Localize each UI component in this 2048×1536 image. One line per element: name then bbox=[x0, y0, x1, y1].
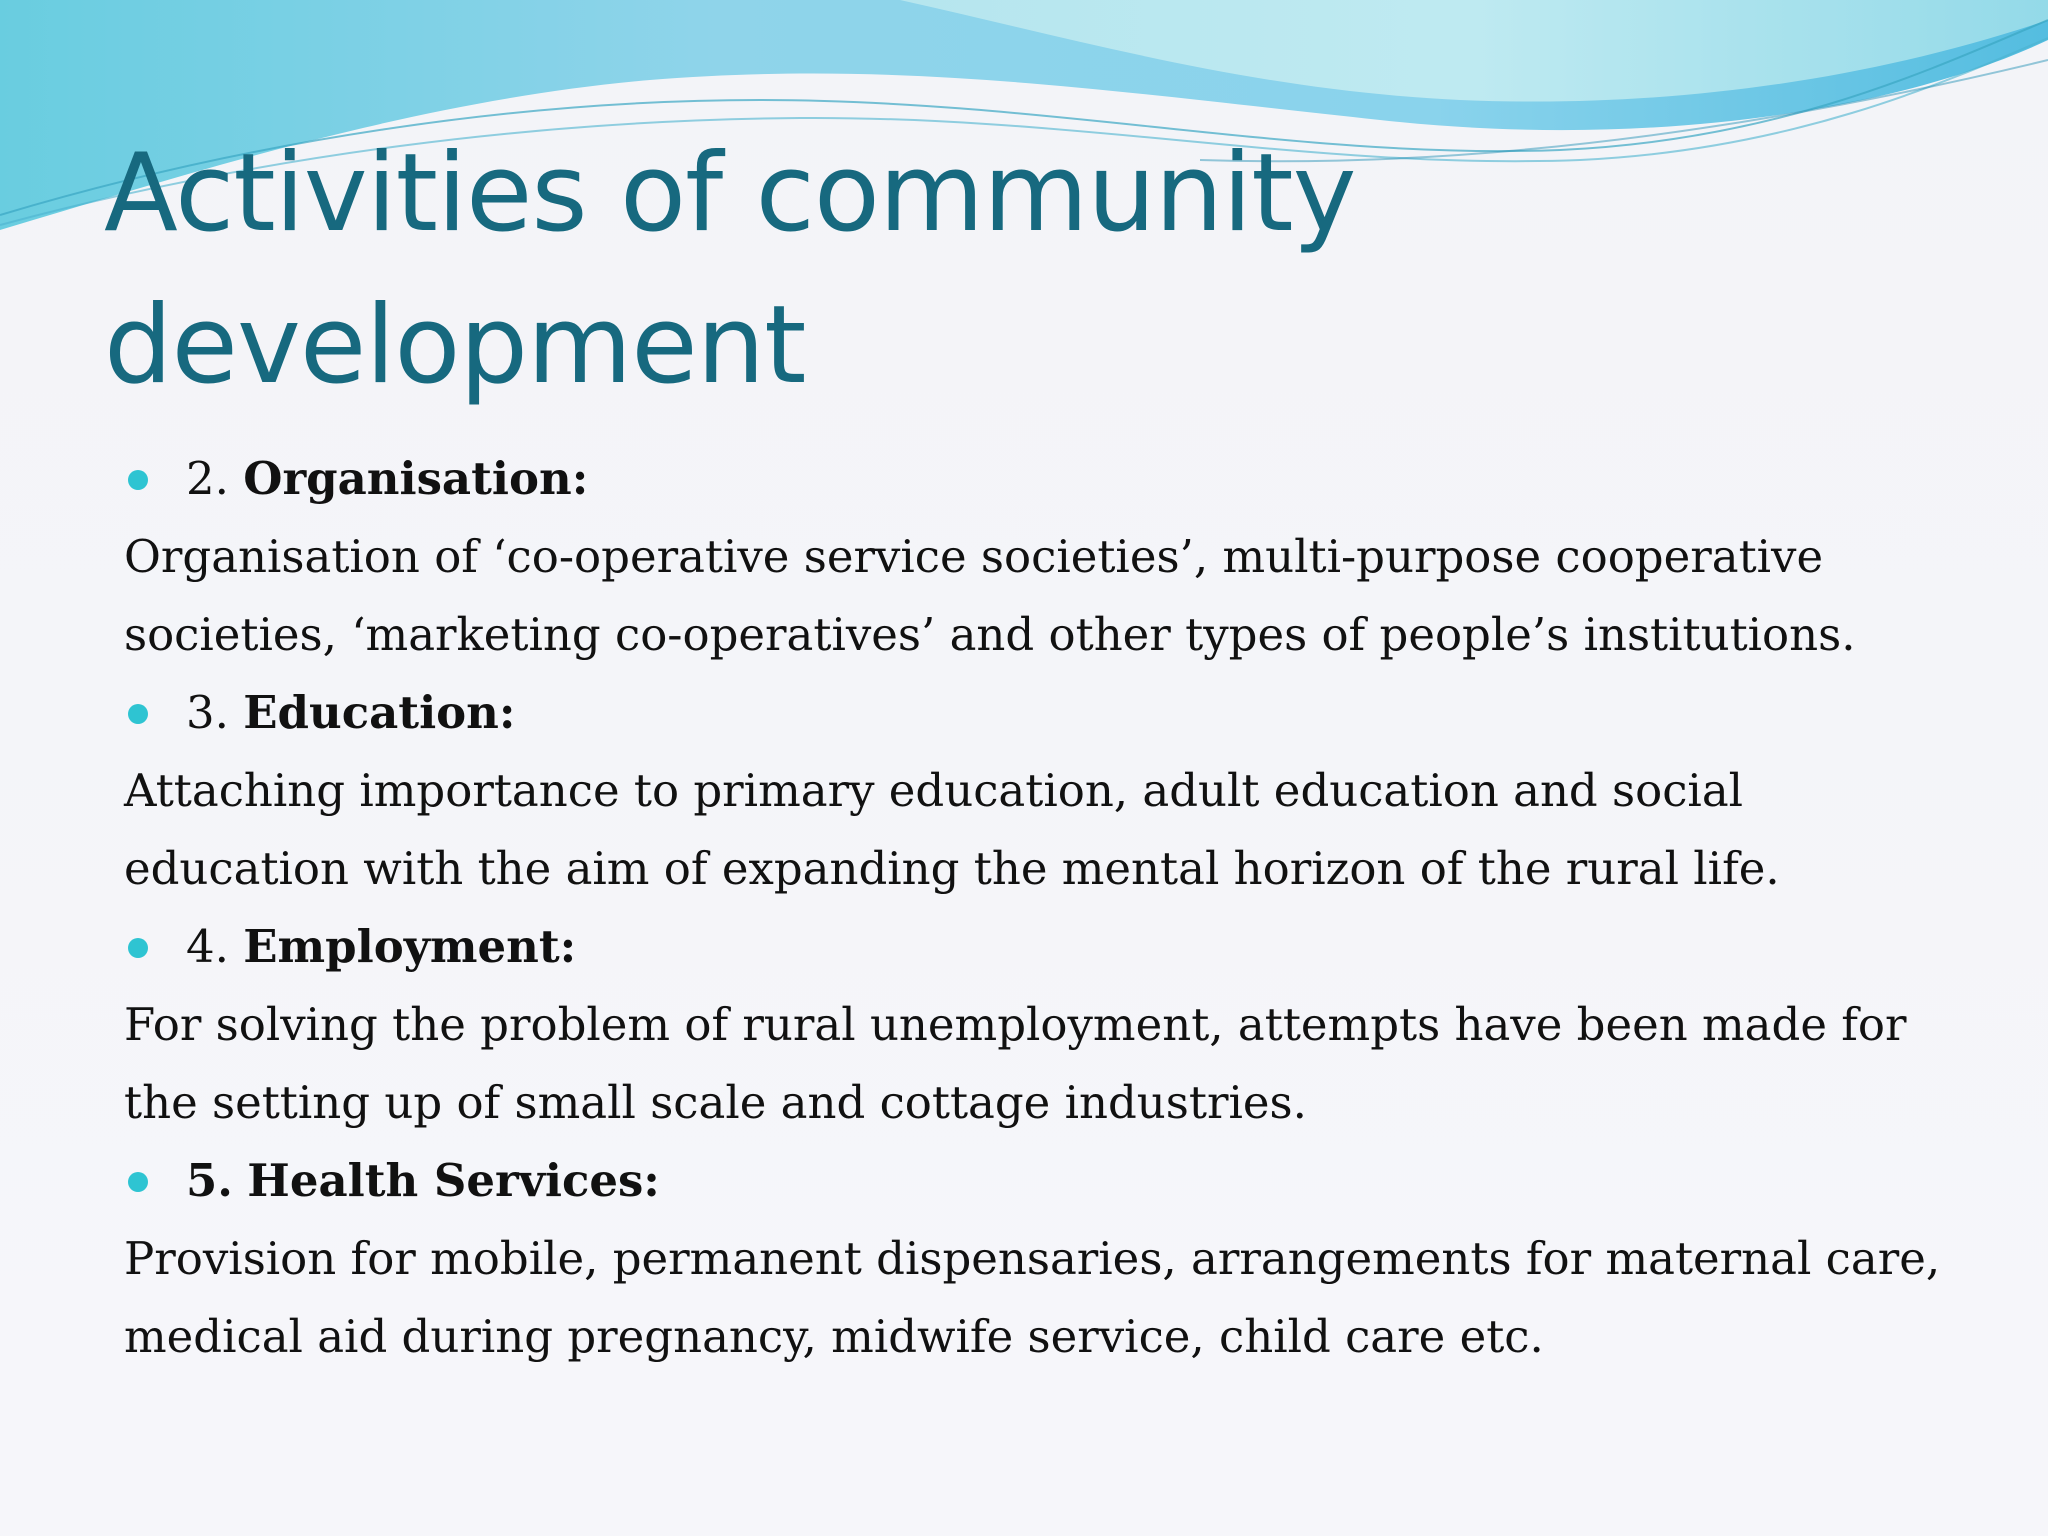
item-number: 5. bbox=[186, 1154, 233, 1207]
list-item-employment bbox=[124, 908, 1964, 1142]
item-label: Organisation: bbox=[243, 452, 589, 505]
bullet-dot-icon bbox=[128, 470, 148, 490]
slide-title: Activities of community development bbox=[104, 131, 1356, 408]
item-heading bbox=[124, 908, 1964, 986]
item-heading bbox=[124, 1142, 1964, 1220]
item-heading bbox=[124, 674, 1964, 752]
list-item-organisation bbox=[124, 440, 1964, 674]
item-label: Health Services: bbox=[247, 1154, 660, 1207]
item-label: Education: bbox=[243, 686, 516, 739]
content-list bbox=[124, 440, 1964, 1376]
item-number: 4. bbox=[186, 920, 229, 973]
item-number: 3. bbox=[186, 686, 229, 739]
bullet-dot-icon bbox=[128, 704, 148, 724]
item-description: For solving the problem of rural unemployment, attempts have been made for the setting up of small scale and cottage industries. bbox=[124, 998, 1907, 1129]
bullet-dot-icon bbox=[128, 938, 148, 958]
bullet-dot-icon bbox=[128, 1172, 148, 1192]
item-description: Attaching importance to primary education, adult education and social education with the aim of expanding the mental horizon of the rural life. bbox=[124, 764, 1780, 895]
list-item-education bbox=[124, 674, 1964, 908]
item-heading bbox=[124, 440, 1964, 518]
item-number: 2. bbox=[186, 452, 229, 505]
item-label: Employment: bbox=[243, 920, 577, 973]
list-item-health-services bbox=[124, 1142, 1964, 1376]
item-description: Provision for mobile, permanent dispensaries, arrangements for maternal care, medical aid during pregnancy, midwife service, child care etc. bbox=[124, 1232, 1941, 1363]
item-description: Organisation of ‘co-operative service societies’, multi-purpose cooperative societies, ‘marketing co-operatives’ and other types of people’s institutions. bbox=[124, 530, 1856, 661]
